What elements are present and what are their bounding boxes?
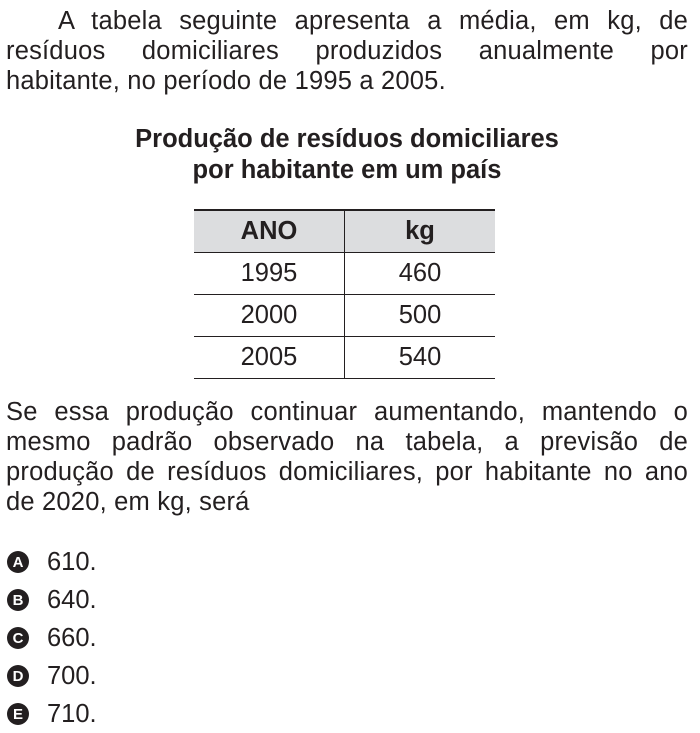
table-row <box>194 337 495 379</box>
table-cell-year: 2005 <box>194 337 345 379</box>
option-d-text: 700. <box>47 662 97 690</box>
table-cell-year: 2000 <box>194 295 345 337</box>
option-c-badge: C <box>7 627 29 649</box>
question-text: Se essa produção continuar aumentando, mantendo o mesmo padrão observado na tabela, a previsão de produção de resíduos domiciliares, por habitante no ano de 2020, em kg, será <box>6 398 688 516</box>
table-cell-year: 1995 <box>194 253 345 295</box>
table-row <box>194 295 495 337</box>
option-b-text: 640. <box>47 586 97 614</box>
option-c[interactable] <box>6 619 688 657</box>
option-e-badge: E <box>7 703 29 725</box>
table-cell-kg: 540 <box>345 337 496 379</box>
table-cell-kg: 460 <box>345 253 496 295</box>
column-header-year: ANO <box>194 210 345 253</box>
table-header-row <box>194 210 495 253</box>
table-title-line-1: Produção de resíduos domiciliares <box>135 125 559 153</box>
option-a-badge: A <box>7 551 29 573</box>
option-d[interactable] <box>6 657 688 695</box>
intro-paragraph: A tabela seguinte apresenta a média, em kg, de resíduos domiciliares produzidos anualmente por habitante, no período de 1995 a 2005. <box>6 7 688 95</box>
option-a[interactable] <box>6 543 688 581</box>
column-header-kg: kg <box>345 210 496 253</box>
option-b-badge: B <box>7 589 29 611</box>
option-d-badge: D <box>7 665 29 687</box>
option-e[interactable] <box>6 695 688 733</box>
option-c-text: 660. <box>47 624 97 652</box>
option-a-text: 610. <box>47 548 97 576</box>
option-e-text: 710. <box>47 700 97 728</box>
data-table <box>194 209 495 379</box>
table-title <box>6 124 688 186</box>
answer-options <box>6 543 688 733</box>
table-title-line-2: por habitante em um país <box>192 156 502 184</box>
table-cell-kg: 500 <box>345 295 496 337</box>
option-b[interactable] <box>6 581 688 619</box>
table-row <box>194 253 495 295</box>
